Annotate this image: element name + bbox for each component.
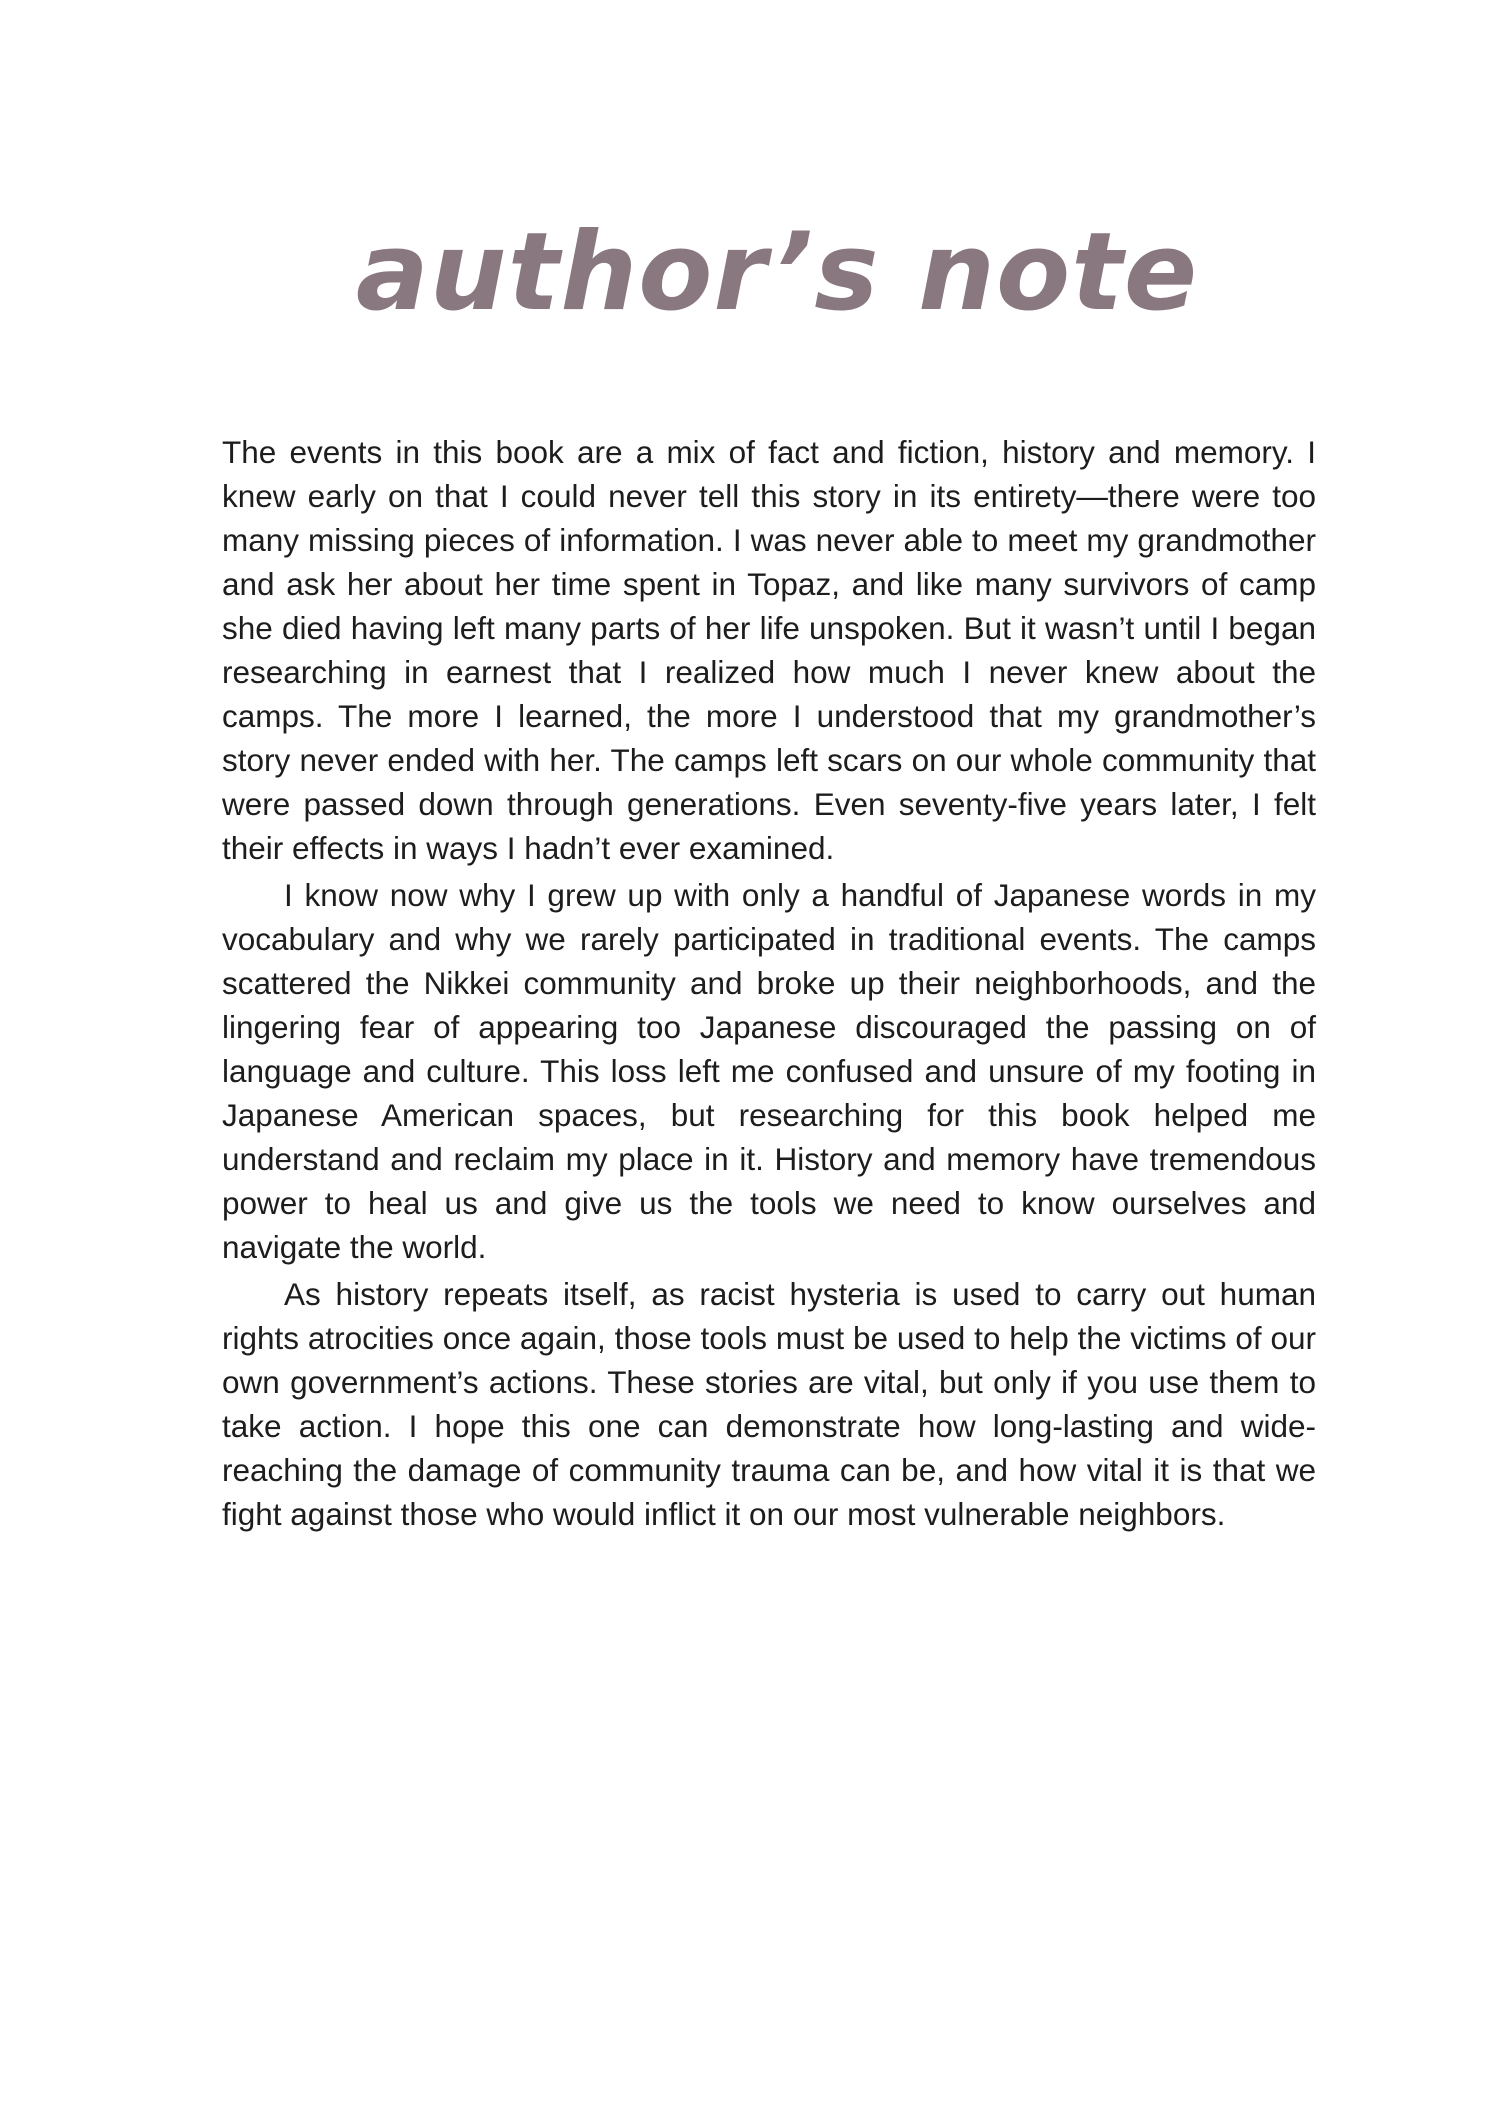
paragraph-3: As history repeats itself, as racist hysteria is used to carry out human rights atrocities once again, those tools must be used to help the victims of our own government’s actions. These stories are vital, but only if you use them to take action. I hope this one can demonstrate how long-lasting and wide-reaching the damage of community trauma can be, and how vital it is that we fight against those who would inflict it on our most vulnerable neighbors.: [222, 1276, 1316, 1532]
body-text: [222, 430, 1316, 1539]
page-title: author’s note: [355, 210, 1199, 335]
paragraph-2: I know now why I grew up with only a handful of Japanese words in my vocabulary and why we rarely participated in traditional events. The camps scattered the Nikkei community and broke up their neighborhoods, and the lingering fear of appearing too Japanese discouraged the passing on of language and culture. This loss left me confused and unsure of my footing in Japanese American spaces, but researching for this book helped me understand and reclaim my place in it. History and memory have tremendous power to heal us and give us the tools we need to know ourselves and navigate the world.: [222, 877, 1316, 1265]
paragraph-1: The events in this book are a mix of fact and fiction, history and memory. I knew early on that I could never tell this story in its entirety—there were too many missing pieces of information. I was never able to meet my grandmother and ask her about her time spent in Topaz, and like many survivors of camp she died having left many parts of her life unspoken. But it wasn’t until I began researching in earnest that I realized how much I never knew about the camps. The more I learned, the more I understood that my grandmother’s story never ended with her. The camps left scars on our whole community that were passed down through generations. Even seventy-five years later, I felt their effects in ways I hadn’t ever examined.: [222, 434, 1316, 866]
